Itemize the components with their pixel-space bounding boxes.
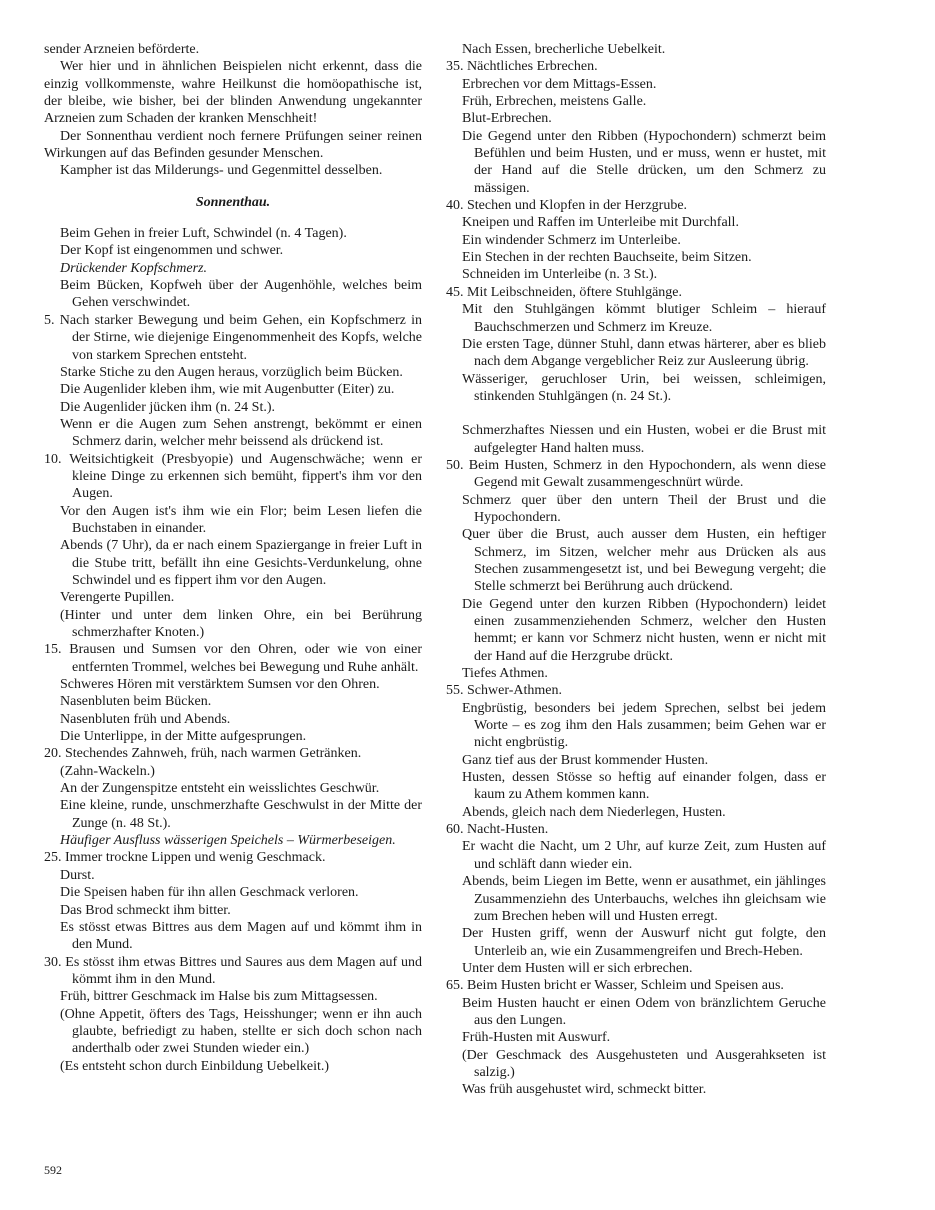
symptom-entry: Drückender Kopfschmerz. bbox=[60, 260, 207, 276]
section-gap bbox=[446, 405, 826, 422]
symptom-entry: 55. Schwer-Athmen. bbox=[446, 683, 562, 699]
intro-block bbox=[44, 41, 422, 180]
symptom-entry: 40. Stechen und Klopfen in der Herzgrube. bbox=[446, 198, 688, 214]
symptom-entry: Tiefes Athmen. bbox=[462, 666, 548, 682]
symptom-entry: Die Gegend unter den Ribben (Hypochondern) schmerzt beim Befühlen und beim Husten, und er muss, wenn er hustet, mit der Hand auf die Stelle drücken, um den Schmerz zu mässigen. bbox=[462, 128, 826, 196]
symptom-entry: Schmerzhaftes Niessen und ein Husten, wobei er die Brust mit aufgelegter Hand halten muss. bbox=[462, 423, 826, 456]
symptom-entry: Beim Gehen in freier Luft, Schwindel (n. 4 Tagen). bbox=[60, 226, 347, 242]
symptom-entry: Die Speisen haben für ihn allen Geschmack verloren. bbox=[60, 885, 359, 901]
symptom-entry: Häufiger Ausfluss wässerigen Speichels – Würmerbeseigen. bbox=[60, 833, 396, 849]
symptom-entry: Blut-Erbrechen. bbox=[462, 111, 552, 127]
symptom-entry: Schneiden im Unterleibe (n. 3 St.). bbox=[462, 267, 658, 283]
symptom-entry: Ein windender Schmerz im Unterleibe. bbox=[462, 232, 681, 248]
symptom-entry: Verengerte Pupillen. bbox=[60, 590, 175, 606]
symptom-entry: (Es entsteht schon durch Einbildung Uebelkeit.) bbox=[60, 1058, 330, 1074]
symptom-entry: Beim Bücken, Kopfweh über der Augenhöhle, welches beim Gehen verschwindet. bbox=[60, 278, 422, 311]
symptom-entry: Das Brod schmeckt ihm bitter. bbox=[60, 902, 231, 918]
symptom-entry: (Zahn-Wackeln.) bbox=[60, 763, 155, 779]
symptom-entry: Beim Husten haucht er einen Odem von bränzlichtem Geruche aus den Lungen. bbox=[462, 995, 826, 1028]
symptom-entry: Abends, beim Liegen im Bette, wenn er ausathmet, ein jählinges Zusammenziehn des Unterbauchs, welches ihn gleichsam wie zum Brechen heben will und Husten erregt. bbox=[462, 874, 826, 924]
page-number: 592 bbox=[44, 1163, 62, 1177]
symptom-entry: Früh, Erbrechen, meistens Galle. bbox=[462, 94, 647, 110]
symptom-entry: 65. Beim Husten bricht er Wasser, Schleim und Speisen aus. bbox=[446, 978, 784, 994]
symptom-entry: Früh, bittrer Geschmack im Halse bis zum Mittagsessen. bbox=[60, 989, 378, 1005]
symptom-entry: Die Unterlippe, in der Mitte aufgesprungen. bbox=[60, 729, 307, 745]
symptom-entry: 20. Stechendes Zahnweh, früh, nach warmen Getränken. bbox=[44, 746, 362, 762]
symptom-entry: Kneipen und Raffen im Unterleibe mit Durchfall. bbox=[462, 215, 739, 231]
symptom-entry: An der Zungenspitze entsteht ein weisslichtes Geschwür. bbox=[60, 781, 380, 797]
right-column bbox=[446, 41, 826, 1099]
symptom-entry: Der Kopf ist eingenommen und schwer. bbox=[60, 243, 284, 259]
symptom-entry: 35. Nächtliches Erbrechen. bbox=[446, 59, 598, 75]
section-heading: Sonnenthau. bbox=[195, 194, 271, 210]
symptom-entry: Wässeriger, geruchloser Urin, bei weissen, schleimigen, stinkenden Stuhlgängen (n. 24 St.). bbox=[462, 371, 826, 404]
symptom-entry: Mit den Stuhlgängen kömmt blutiger Schleim – hierauf Bauchschmerzen und Schmerz im Kreuze. bbox=[462, 302, 826, 335]
symptom-entry: 25. Immer trockne Lippen und wenig Geschmack. bbox=[44, 850, 326, 866]
symptom-entry: Nach Essen, brecherliche Uebelkeit. bbox=[462, 42, 666, 57]
symptom-entry: Nasenbluten beim Bücken. bbox=[60, 694, 212, 710]
symptom-entry: 30. Es stösst ihm etwas Bittres und Saures aus dem Magen auf und kömmt ihm in den Mund. bbox=[44, 954, 422, 987]
symptom-entry: Erbrechen vor dem Mittags-Essen. bbox=[462, 76, 657, 92]
symptom-entry: 50. Beim Husten, Schmerz in den Hypochondern, als wenn diese Gegend mit Gewalt zusammengeschnürt würde. bbox=[446, 457, 826, 491]
symptom-entry: Husten, dessen Stösse so heftig auf einander folgen, dass er kaum zu Athem kommen kann. bbox=[462, 770, 826, 803]
symptom-list-left bbox=[44, 225, 422, 1075]
symptom-entry: Die ersten Tage, dünner Stuhl, dann etwas härterer, aber es blieb nach dem Abgange vergeblicher Reiz zur Ausleerung übrig. bbox=[462, 336, 826, 370]
symptom-entry: Die Augenlider kleben ihm, wie mit Augenbutter (Eiter) zu. bbox=[60, 382, 395, 398]
symptom-entry: sender Arzneien beförderte. bbox=[44, 42, 200, 57]
symptom-entry: Eine kleine, runde, unschmerzhafte Geschwulst in der Mitte der Zunge (n. 48 St.). bbox=[60, 798, 422, 831]
symptom-entry: Ein Stechen in der rechten Bauchseite, beim Sitzen. bbox=[462, 250, 752, 266]
symptom-entry: Es stösst etwas Bittres aus dem Magen auf und kömmt ihm in den Mund. bbox=[60, 919, 422, 953]
symptom-entry: Unter dem Husten will er sich erbrechen. bbox=[462, 960, 693, 976]
symptom-entry: 45. Mit Leibschneiden, öftere Stuhlgänge. bbox=[446, 284, 682, 300]
symptom-entry: (Der Geschmack des Ausgehusteten und Ausgerahkseten ist salzig.) bbox=[462, 1047, 826, 1080]
symptom-entry: Die Gegend unter den kurzen Ribben (Hypochondern) leidet einen zusammenziehenden Schmerz, welcher den Husten hemmt; er kann vor Schmerz nicht husten, wenn er nicht mit der Hand auf die Herzgrube drückt. bbox=[462, 596, 826, 664]
symptom-entry: 60. Nacht-Husten. bbox=[446, 822, 549, 838]
symptom-entry: Schmerz quer über den untern Theil der Brust und die Hypochondern. bbox=[462, 492, 826, 525]
symptom-entry: 10. Weitsichtigkeit (Presbyopie) und Augenschwäche; wenn er kleine Dinge zu erkennen sich bemüht, fippert's ihm vor den Augen. bbox=[44, 451, 422, 502]
symptom-entry: Früh-Husten mit Auswurf. bbox=[462, 1030, 611, 1046]
symptom-entry: Schweres Hören mit verstärktem Sumsen vor den Ohren. bbox=[60, 677, 380, 693]
symptom-entry: 15. Brausen und Sumsen vor den Ohren, oder wie von einer entfernten Trommel, welches bei Bewegung und Ruhe anhält. bbox=[44, 642, 422, 675]
symptom-entry: Der Sonnenthau verdient noch fernere Prüfungen seiner reinen Wirkungen auf das Befinden gesunder Menschen. bbox=[44, 128, 422, 162]
symptom-list-right-b bbox=[446, 422, 826, 1098]
symptom-entry: Kampher ist das Milderungs- und Gegenmittel desselben. bbox=[60, 163, 383, 179]
symptom-entry: Engbrüstig, besonders bei jedem Sprechen, selbst bei jedem Worte – es zog ihm den Hals zusammen; beim Gehen war er nicht engbrüstig. bbox=[462, 700, 826, 751]
symptom-list-right-a bbox=[446, 41, 826, 405]
symptom-entry: Die Augenlider jücken ihm (n. 24 St.). bbox=[60, 399, 276, 415]
symptom-entry: Abends (7 Uhr), da er nach einem Spaziergange in freier Luft in die Stube tritt, befällt ihn eine Gesichts-Verdunkelung, ohne Schwindel und es fippert ihm vor den Augen. bbox=[60, 538, 422, 588]
symptom-entry: 5. Nach starker Bewegung und beim Gehen, ein Kopfschmerz in der Stirne, wie diejenige Eingenommenheit des Kopfs, welche von starkem Sprechen entsteht. bbox=[44, 312, 422, 363]
symptom-entry: Nasenbluten früh und Abends. bbox=[60, 711, 231, 727]
symptom-entry: Wenn er die Augen zum Sehen anstrengt, bekömmt er einen Schmerz darin, welcher mehr beissend als drückend ist. bbox=[60, 416, 422, 450]
symptom-entry: Durst. bbox=[60, 867, 95, 883]
symptom-entry: Was früh ausgehustet wird, schmeckt bitter. bbox=[462, 1082, 707, 1098]
symptom-entry: Abends, gleich nach dem Niederlegen, Husten. bbox=[462, 804, 726, 820]
symptom-entry: (Ohne Appetit, öfters des Tags, Heisshunger; wenn er ihn auch glaubte, befriedigt zu haben, stellte er sich doch schon nach anderthalb oder zwei Stunden wieder ein.) bbox=[60, 1006, 422, 1057]
symptom-entry: Quer über die Brust, auch ausser dem Husten, ein heftiger Schmerz, im Sitzen, welcher mehr aus Drücken als aus Stechen zusammengesetzt ist, und bei Bewegung vergeht; die Stelle schmerzt bei Berührung auch drückend. bbox=[462, 527, 826, 595]
left-column bbox=[44, 41, 422, 1075]
symptom-entry: Der Husten griff, wenn der Auswurf nicht gut folgte, den Unterleib an, wie ein Zusammengreifen und Brech-Heben. bbox=[462, 926, 826, 959]
symptom-entry: Starke Stiche zu den Augen heraus, vorzüglich beim Bücken. bbox=[60, 364, 403, 380]
symptom-entry: (Hinter und unter dem linken Ohre, ein bei Berührung schmerzhafter Knoten.) bbox=[60, 607, 422, 640]
symptom-entry: Wer hier und in ähnlichen Beispielen nicht erkennt, dass die einzig vollkommenste, wahre Heilkunst die homöopathische ist, der bleibe, wie bisher, bei der blinden Anwendung ungekannter Arzneien zum Schaden der kranken Menschheit! bbox=[44, 59, 422, 127]
symptom-entry: Ganz tief aus der Brust kommender Husten. bbox=[462, 752, 709, 768]
symptom-entry: Vor den Augen ist's ihm wie ein Flor; beim Lesen liefen die Buchstaben in einander. bbox=[60, 503, 422, 536]
symptom-entry: Er wacht die Nacht, um 2 Uhr, auf kurze Zeit, zum Husten auf und schläft dann wieder ein. bbox=[462, 839, 826, 872]
